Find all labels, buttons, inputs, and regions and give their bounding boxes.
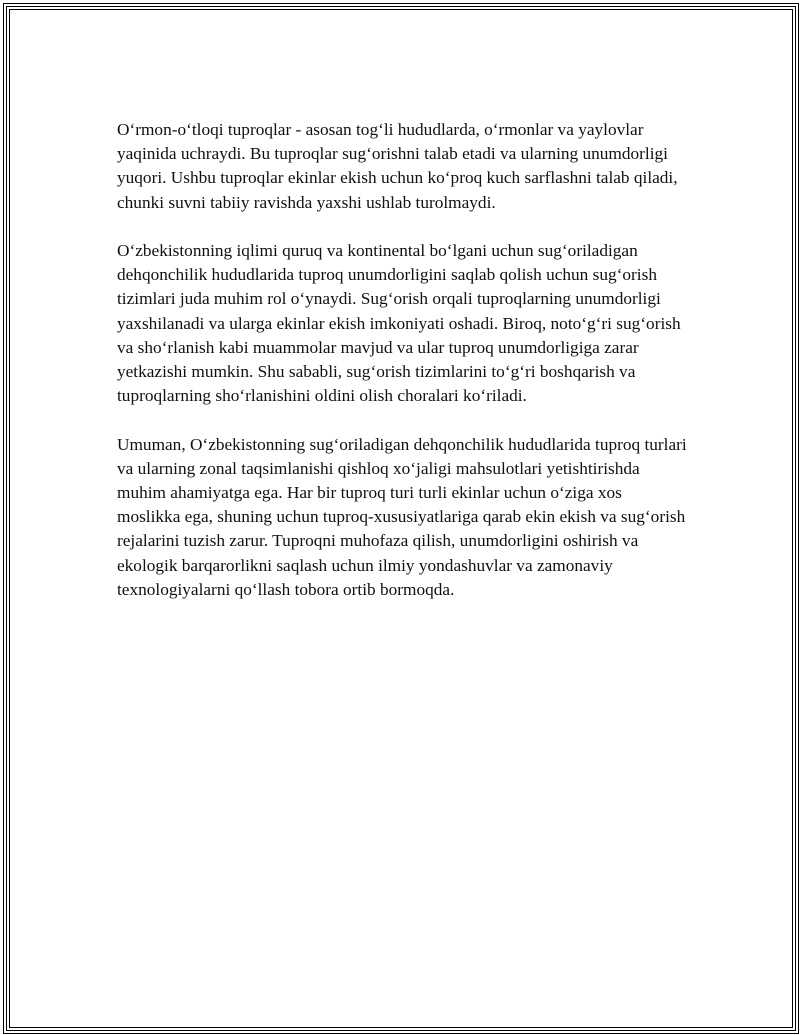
- paragraph: O‘rmon-o‘tloqi tuproqlar - asosan tog‘li hududlarda, o‘rmonlar va yaylovlar yaqinida uchraydi. Bu tuproqlar sug‘orishni talab etadi va ularning unumdorligi yuqori. Ushbu tuproqlar ekinlar ekish uchun ko‘proq kuch sarflashni talab qiladi, chunki suvni tabiiy ravishda yaxshi ushlab turolmaydi.: [117, 120, 678, 212]
- document-body: [117, 118, 687, 626]
- paragraph: O‘zbekistonning iqlimi quruq va kontinental bo‘lgani uchun sug‘oriladigan dehqonchilik hududlarida tuproq unumdorligini saqlab qolish uchun sug‘orish tizimlari juda muhim rol o‘ynaydi. Sug‘orish orqali tuproqlarning unumdorligi yaxshilanadi va ularga ekinlar ekish imkoniyati oshadi. Biroq, noto‘g‘ri sug‘orish va sho‘rlanish kabi muammolar mavjud va ular tuproq unumdorligiga zarar yetkazishi mumkin. Shu sababli, sug‘orish tizimlarini to‘g‘ri boshqarish va tuproqlarning sho‘rlanishini oldini olish choralari ko‘riladi.: [117, 241, 681, 406]
- paragraph: Umuman, O‘zbekistonning sug‘oriladigan dehqonchilik hududlarida tuproq turlari va ularning zonal taqsimlanishi qishloq xo‘jaligi mahsulotlari yetishtirishda muhim ahamiyatga ega. Har bir tuproq turi turli ekinlar uchun o‘ziga xos moslikka ega, shuning uchun tuproq-xususiyatlariga qarab ekin ekish va sug‘orish rejalarini tuzish zarur. Tuproqni muhofaza qilish, unumdorligini oshirish va ekologik barqarorlikni saqlash uchun ilmiy yondashuvlar va zamonaviy texnologiyalarni qo‘llash tobora ortib bormoqda.: [117, 434, 687, 599]
